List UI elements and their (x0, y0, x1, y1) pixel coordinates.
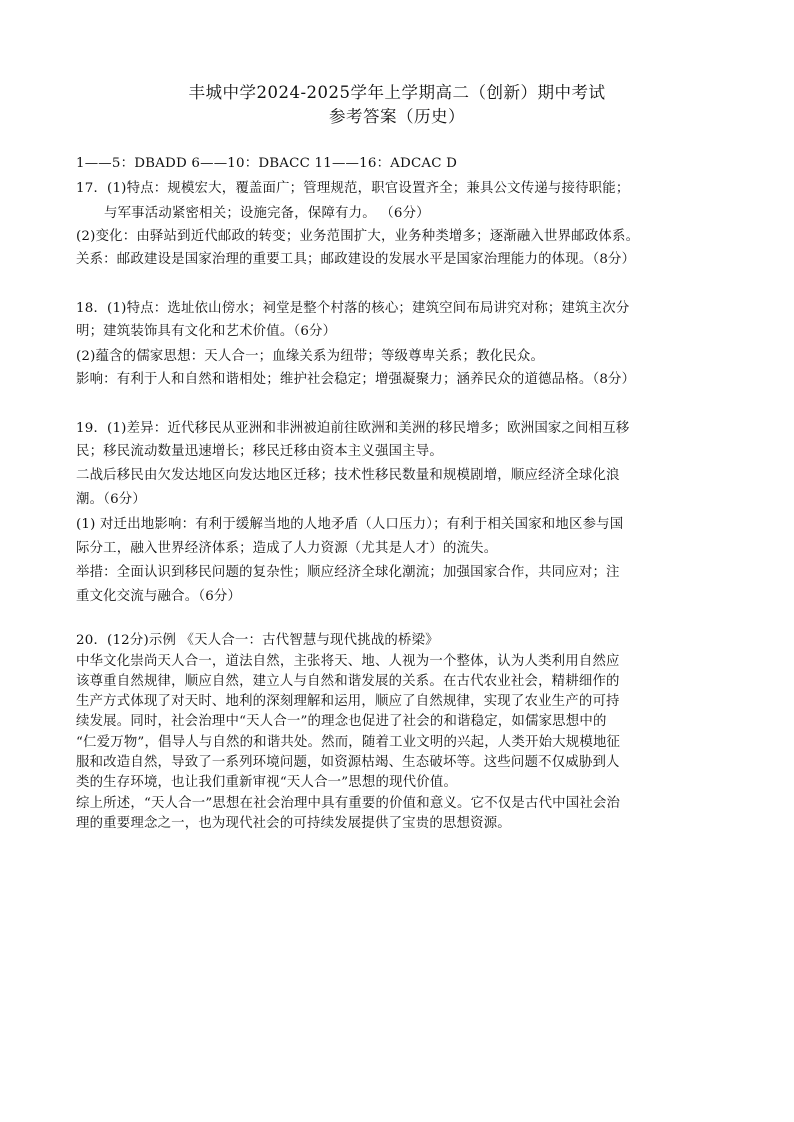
q19-line-8: 重文化交流与融合。（6分） (76, 589, 242, 604)
q20-line-2: 中华文化崇尚天人合一，道法自然，主张将天、地、人视为一个整体，认为人类利用自然应 (76, 654, 620, 669)
choice-answers: 1——5：DBADD 6——10：DBACC 11——16：ADCAC D (76, 156, 458, 171)
q19-line-7: 举措：全面认识到移民问题的复杂性；顺应经济全球化潮流；加强国家合作，共同应对；注 (76, 565, 620, 580)
q19-line-3: 二战后移民由欠发达地区向发达地区迁移；技术性移民数量和规模剧增，顺应经济全球化浪 (76, 468, 620, 483)
q19-line-5: (1) 对迁出地影响：有利于缓解当地的人地矛盾（人口压力）；有利于相关国家和地区参与国 (76, 517, 624, 532)
q18-line-4: 影响：有利于人和自然和谐相处；维护社会稳定；增强凝聚力；涵养民众的道德品格。（8分） (76, 372, 636, 387)
q20-line-6: “仁爱万物”，倡导人与自然的和谐共处。然而，随着工业文明的兴起，人类开始大规模地征 (76, 735, 621, 750)
q20-line-10: 理的重要理念之一，也为现代社会的可持续发展提供了宝贵的思想资源。 (76, 816, 511, 831)
q19-line-4: 潮。（6分） (76, 492, 146, 507)
q18-line-3: (2)蕴含的儒家思想：天人合一；血缘关系为纽带；等级尊卑关系；教化民众。 (76, 349, 545, 364)
q19-line-2: 民；移民流动数量迅速增长；移民迁移由资本主义强国主导。 (76, 444, 443, 459)
page-title: 丰城中学2024-2025学年上学期高二（创新）期中考试 (188, 83, 606, 102)
q20-line-4: 生产方式体现了对天时、地利的深刻理解和运用，顺应了自然规律，实现了农业生产的可持 (76, 694, 620, 709)
q17-line-2: 与军事活动紧密相关；设施完备，保障有力。 （6分） (104, 206, 430, 221)
q18-line-2: 明；建筑装饰具有文化和艺术价值。（6分） (76, 324, 337, 339)
q20-line-9: 综上所述，“天人合一”思想在社会治理中具有重要的价值和意义。它不仅是古代中国社会治 (76, 796, 621, 811)
q17-line-4: 关系：邮政建设是国家治理的重要工具；邮政建设的发展水平是国家治理能力的体现。（8分） (76, 252, 636, 267)
q17-line-1: 17．(1)特点：规模宏大，覆盖面广；管理规范，职官设置齐全；兼具公文传递与接待职能； (76, 181, 630, 196)
q17-line-3: (2)变化：由驿站到近代邮政的转变；业务范围扩大，业务种类增多；逐渐融入世界邮政体系。 (76, 229, 640, 244)
q19-line-6: 际分工，融入世界经济体系；造成了人力资源（尤其是人才）的流失。 (76, 541, 498, 556)
q20-line-7: 服和改造自然，导致了一系列环境问题，如资源枯竭、生态破坏等。这些问题不仅威胁到人 (76, 755, 620, 770)
q20-line-1: 20．(12分)示例 《天人合一：古代智慧与现代挑战的桥梁》 (76, 633, 439, 648)
page-subtitle: 参考答案（历史） (329, 107, 465, 126)
q18-line-1: 18．(1)特点：选址依山傍水；祠堂是整个村落的核心；建筑空间布局讲究对称；建筑主次分 (76, 301, 630, 316)
q19-line-1: 19．(1)差异：近代移民从亚洲和非洲被迫前往欧洲和美洲的移民增多；欧洲国家之间相互移 (76, 421, 630, 436)
q20-line-5: 续发展。同时，社会治理中“天人合一”的理念也促进了社会的和谐稳定，如儒家思想中的 (76, 714, 607, 729)
q20-line-3: 该尊重自然规律，顺应自然，建立人与自然和谐发展的关系。在古代农业社会，精耕细作的 (76, 674, 620, 689)
q20-line-8: 类的生存环境，也让我们重新审视“天人合一”思想的现代价值。 (76, 775, 458, 790)
